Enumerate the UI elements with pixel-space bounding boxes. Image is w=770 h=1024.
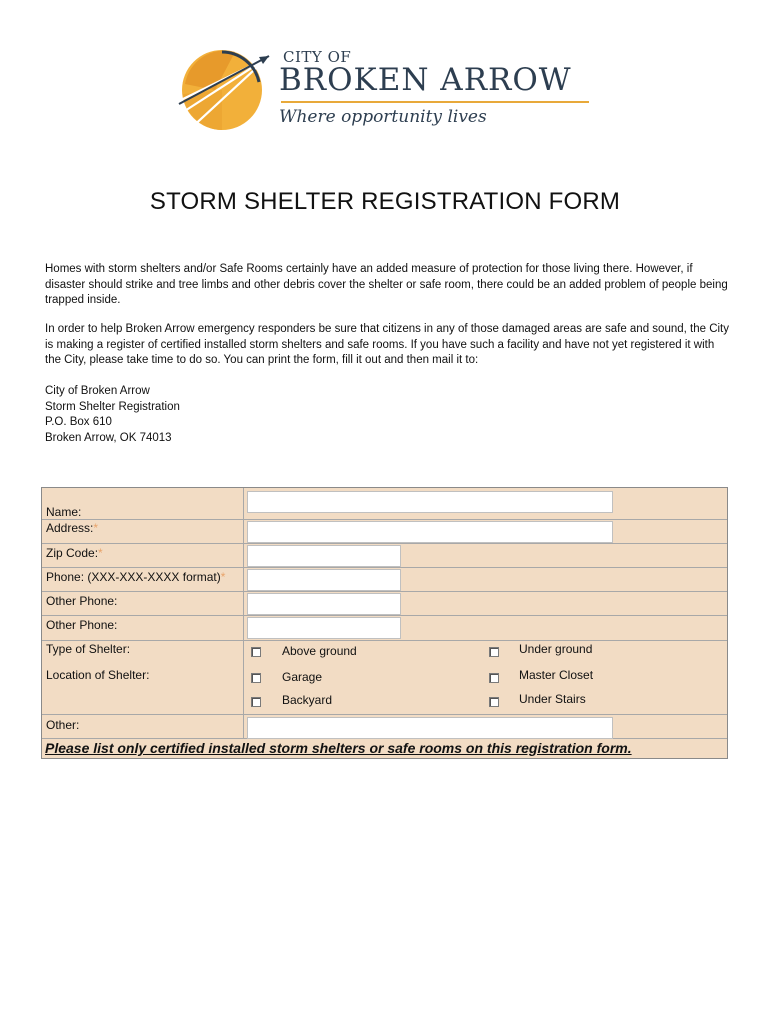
zip-input[interactable] xyxy=(247,545,401,567)
backyard-checkbox[interactable] xyxy=(251,697,261,707)
under-ground-option: Under ground xyxy=(519,642,593,656)
form-title: STORM SHELTER REGISTRATION FORM xyxy=(149,188,621,215)
backyard-option: Backyard xyxy=(282,693,333,707)
master-closet-checkbox[interactable] xyxy=(489,673,499,683)
mailing-address xyxy=(45,384,180,446)
row-divider xyxy=(42,591,727,592)
other-phone-label: Other Phone: xyxy=(46,594,118,608)
required-marker: * xyxy=(98,546,103,560)
logo-divider xyxy=(281,101,589,103)
garage-checkbox[interactable] xyxy=(251,673,261,683)
name-label: Name: xyxy=(46,505,82,519)
address-label-text: Address: xyxy=(46,521,94,535)
under-ground-checkbox[interactable] xyxy=(489,647,499,657)
other-phone-2-input[interactable] xyxy=(247,617,401,639)
garage-option: Garage xyxy=(282,670,323,684)
instructions-paragraph: In order to help Broken Arrow emergency responders be sure that citizens in any of those damaged areas are safe and sound, the City is making a register of certified installed storm shelters and safe rooms. If you have such a facility and have not yet registered it with the City, please take time to do so. You can print the form, fill it out and then mail it to: xyxy=(45,323,730,366)
row-divider xyxy=(42,714,727,715)
address-label xyxy=(46,521,98,535)
address-line: Storm Shelter Registration xyxy=(45,400,180,413)
registration-note: Please list only certified installed storm shelters or safe rooms on this registration form. xyxy=(45,740,632,756)
zip-label xyxy=(46,546,103,560)
row-divider xyxy=(42,519,727,520)
above-ground-option: Above ground xyxy=(282,644,357,658)
required-marker: * xyxy=(220,570,226,584)
address-line: Broken Arrow, OK 74013 xyxy=(45,431,172,444)
name-input[interactable] xyxy=(247,491,613,513)
required-marker: * xyxy=(93,521,99,535)
address-line: P.O. Box 610 xyxy=(45,416,112,428)
phone-label xyxy=(46,570,225,584)
intro-paragraph: Homes with storm shelters and/or Safe Rooms certainly have an added measure of protection for those living there. However, if disaster should strike and tree limbs and other debris cover the shelter or safe room, there could be an added problem of people being trapped inside. xyxy=(45,263,728,306)
logo-tagline: Where opportunity lives xyxy=(279,107,487,127)
logo-city-of: CITY OF xyxy=(283,48,352,66)
under-stairs-option: Under Stairs xyxy=(519,692,586,706)
row-divider xyxy=(42,567,727,568)
row-divider xyxy=(42,615,727,616)
column-divider xyxy=(243,488,244,738)
other-input[interactable] xyxy=(247,717,613,739)
phone-label-text: Phone: (XXX-XXX-XXXX format) xyxy=(46,570,221,584)
zip-label-text: Zip Code: xyxy=(46,546,99,560)
row-divider xyxy=(42,640,727,641)
logo-city-name: BROKEN ARROW xyxy=(279,62,572,98)
address-line: City of Broken Arrow xyxy=(45,385,150,397)
registration-form xyxy=(41,487,728,759)
row-divider xyxy=(42,543,727,544)
address-input[interactable] xyxy=(247,521,613,543)
other-phone-2-label: Other Phone: xyxy=(46,618,118,632)
under-stairs-checkbox[interactable] xyxy=(489,697,499,707)
other-label: Other: xyxy=(46,718,80,732)
city-logo xyxy=(175,44,595,140)
phone-input[interactable] xyxy=(247,569,401,591)
other-phone-input[interactable] xyxy=(247,593,401,615)
sun-arrow-icon xyxy=(175,44,285,140)
above-ground-checkbox[interactable] xyxy=(251,647,261,657)
master-closet-option: Master Closet xyxy=(519,668,594,682)
shelter-location-label: Location of Shelter: xyxy=(46,668,150,682)
shelter-type-label: Type of Shelter: xyxy=(46,642,131,656)
